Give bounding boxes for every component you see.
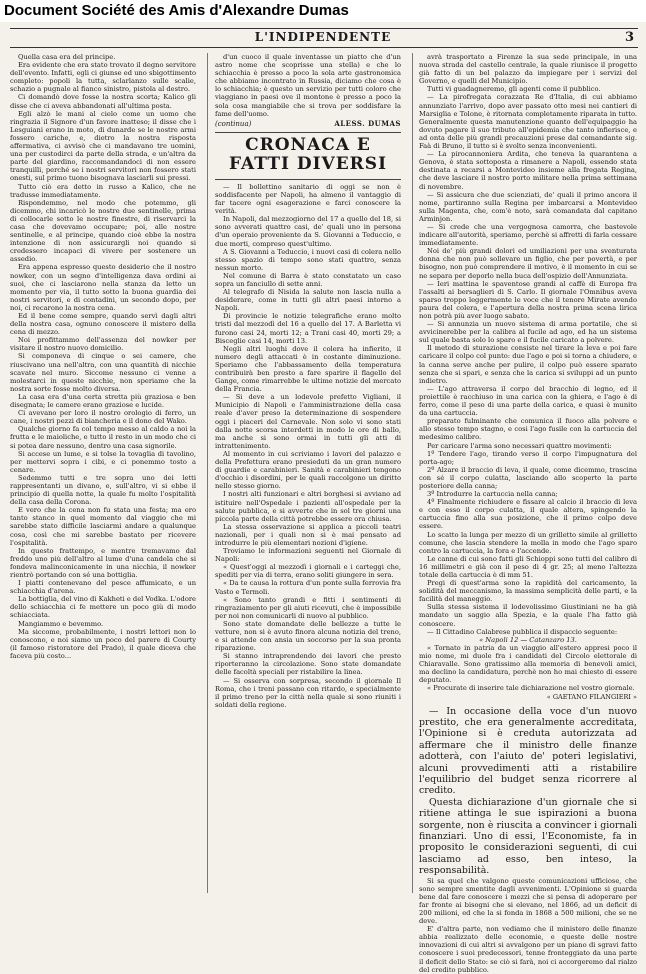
masthead bbox=[0, 30, 646, 46]
banner-text: Document Société des Amis d'Alexandre Dumas bbox=[4, 2, 349, 19]
column-3-news bbox=[419, 53, 637, 417]
source-banner bbox=[0, 0, 646, 22]
newspaper-title: L'INDIPENDENTE bbox=[254, 30, 392, 44]
finance-article bbox=[419, 706, 637, 877]
news-item: In Napoli, dal mezzogiorno del 17 a quello del 18, si sono avverati quattro casi, de' quali uno in persona d'un operaio proveniente da S. Giovanni a Teduccio, e due morti, compreso quest'ultimo. bbox=[215, 215, 401, 248]
column-1 bbox=[10, 53, 196, 893]
section-rule-2 bbox=[215, 179, 401, 180]
paragraph: Era appena espresso questo desiderio che il nostro nowker, con un segno d'intelligenza dava ordini ai suoi, che ci lasciarono nella stanza da letto un momento per via, il tutto sotto la buona guardia dei nostri servitori, e di contadini, un secondo dopo, per noi, ci recarono la nostra cena. bbox=[10, 263, 196, 312]
paragraph: Qualche giorno fa col tempo messo al caldo a noi la frutta e le maioliche, e tutto il resto in un modo che ci si potea dare nessuno, dentro una casa signorile. bbox=[10, 425, 196, 450]
news-item: avrà trasportato a Firenze la sua sede principale, in una nuova strada del castello centrale, la quale riunisce il progetto già fatto di un bel palazzo da impiegare per i servizi del Governo, e quelli del Municipio. bbox=[419, 53, 637, 86]
paragraph: — In occasione della voce d'un nuovo prestito, che era generalmente accreditata, l'Opinione si è creduta autorizzata ad affermare che il ministro delle finanze adotterà, con l'aiuto de' poteri legislativi, alcuni provvedimenti atti a ristabilire l'equilibrio del budget senza ricorrere al credito. bbox=[419, 705, 637, 797]
paragraph: Noi profittammo dell'assenza del nowker per visitare il nostro nuovo domicilio. bbox=[10, 336, 196, 353]
paragraph: La casa era d'una certa stretta più graziosa e ben disegnata; le camere erano graziose e lucide. bbox=[10, 392, 196, 410]
paragraph: Era evidente che era stato trovato il degno servitore dell'evento. Infatti, egli ci giunse ed uno sbigottimento completo: popoli la tutta, sclarlanzo sulle scalie, schazio a pugnale al fianco sinistro, pistola al destro. bbox=[10, 61, 196, 94]
continua-label: (continua) bbox=[215, 119, 252, 128]
paragraph: Ci avevano per loro il nostro orologio di ferro, un cane, i nostri pezzi di biancheria e il dono del Wako. bbox=[10, 409, 196, 426]
news-item: Di provincie le notizie telegrafiche erano molto tristi dal mezzodì del 16 a quello del 17. A Barletta vi furono casi 24, morti 12; a Trani casi 40, morti 29; a Bisceglie casi 14, morti 13. bbox=[215, 312, 401, 345]
dispatch-dateline: « Napoli 12 — Catanzaro 13. bbox=[479, 635, 577, 644]
news-item: « Sono tanto grandi e fitti i sentimenti di ringraziamento per gli aiuti ricevuti, che è impossibile per noi non comunicarli di nuovo al pubblico. bbox=[215, 595, 401, 620]
news-item: — L'ago attraversa il corpo del bracchio di legno, ed il proiettile è racchiuso in una carica con la ghiera, e l'ago è di ferro, come il peso di una parte della carica, e quasi è munito da una cartuccia. bbox=[419, 384, 637, 418]
paragraph: Si accese un lume, e si tolse la tovaglia di tavolino, per mettervi sopra i cibi, e ci ponemmo tosto a cenare. bbox=[10, 449, 196, 474]
news-item: La stessa osservazione si applica a piccoli teatri nazionali, per i quali non si è mai pensato ad introdurre le più elementari nozioni d'igiene. bbox=[215, 522, 401, 547]
column-3 bbox=[419, 53, 637, 974]
news-item: A S. Giovanni a Teduccio, i nuovi casi di colera nello stesso spazio di tempo sono stati quattro, senza nessun morto. bbox=[215, 247, 401, 272]
section-rule bbox=[215, 132, 401, 133]
paragraph: « Procurate di inserire tale dichiarazione nel vostro giornale. bbox=[427, 684, 635, 693]
news-item: — Si crede che una vergognosa camorra, che bastevole indicare all'autorità, speriamo, perchè si affretti di farla cessare immediatamente. bbox=[419, 222, 637, 248]
news-item: — Ieri mattina le spaventose grandi al caffè di Europa fra l'assalti ai bersaglieri di S. Carlo. Il giornale l'Omnibus aveva sparso troppo leggermente le voce che il tenore Mirate avendo paura del colera, e l'apertura della nostra prima scena lirica non potrà più aver luogo sabato. bbox=[419, 279, 637, 320]
news-item: Al telegrafo di Nisida la salute non lascia nulla a desiderare, come in tutti gli altri paesi intorno a Napoli. bbox=[215, 288, 401, 313]
page-number: 3 bbox=[624, 30, 634, 45]
paragraph: — Il Cittadino Calabrese pubblica il dispaccio seguente: bbox=[427, 627, 618, 636]
paragraph: Rispondemmo, nel modo che potemmo, gli dicemmo, chi incaricò le nostre due sentinelle, prima di collocarle sotto le nostre finestre, di riservarci la casa che dovevamo occupare; poi, alle nostre sentinelle, e al principe, quando cioè ebbe la nostra intenzione di non assicurargli noi quando si credessero incapaci di vivere per sostenere un assedio. bbox=[10, 198, 196, 264]
paragraph: Egli alzò le mani al cielo come un uomo che ringrazia il Signore d'un favore inatteso; il disse che i Lesguiani erano in moto, di dunarde se le nostre armi fossero cariche, e, dietro la nostra risposta affermativa, ci avvisò che ci mandavano tre uomini, una per custodirci da parte della strada, e un'altra da parte del giardino, raccomandandoci di non essere tranquilli, perché se i nostri servitori non fossero stati onesti, sul primo tuono bisognava lasciarli sui pressi. bbox=[10, 109, 196, 183]
news-item: « Quest'oggi al mezzodì i giornali e i carteggi che, spediti per via di terra, erano soliti giungere in sera. bbox=[215, 563, 401, 580]
paragraph: Ed il bene come sempre, quando servì dagli altri della nostra casa, ognuno conoscere il mistero della cena di mezzo. bbox=[10, 312, 196, 337]
news-item: Tutti vi guadagneremo, gli agenti come il pubblico. bbox=[427, 85, 601, 94]
news-item: — Si osserva con sorpresa, secondo il giornale Il Roma, che i treni passano con ritardo, e specialmente il primo treno per la città nella quale si sono riuniti i soldati della regione. bbox=[215, 676, 401, 709]
news-item: — La pirocannoniera Ardita, che teneva la quarantena a Genova, è stata sottoposta a rimanere a Napoli, essendo stata destinata a recarsi a Montevideo insieme alla fregata Regina, che deve lasciare il nostro porto militare nella prima settimana di novembre. bbox=[419, 150, 637, 191]
news-item: Il metodo di sturazione consiste nel tirare la leva e poi fare caricare il colpo col punto: due l'ago e poi si torna a chiudere, e la canna serve anche per pulire, il colpo può essere sparato senza che si spari, e senza che la carica si sviluppi ad un punto indietro. bbox=[419, 344, 637, 385]
paragraph: Pregi di quest'arma sono la rapidità del caricamento, la solidità del meccanismo, la massima semplicità delle parti, e la facilità del maneggio. bbox=[419, 579, 637, 604]
news-item: — La pirofregata corazzata Re d'Italia, di cui abbiamo annunziato l'arrivo, dopo aver passato otto mesi nei cantieri di Marsiglia e Tolone, è ritornata completamente riparata in tutto. Generalmente questa manutenzione quanto dell'equipaggio ha dovuto pagare il suo tributo all'epidemia che tanto infierisce, e ad onta delle più grandi precauzioni prese dal comandante sig. Faà di Bruno, il tutto si è svolto senza inconvenienti. bbox=[419, 93, 637, 151]
feuilleton-end bbox=[215, 53, 401, 118]
paragraph: Questa dichiarazione d'un giornale che si ritiene attinga le sue ispirazioni a buona sorgente, non è riuscita a convincer i giornali finanziari. Uno di essi, l'Economiste, fa in proposito le considerazioni seguenti, di cui lasciamo ad esso, ben inteso, la responsabilità. bbox=[419, 796, 637, 877]
paragraph: I piatti contenevano del pesce affumicato, e un schiacchia d'arena. bbox=[10, 579, 196, 596]
paragraph: La bottiglia, del vino di Kakheti e del Vodka. L'odore dello schiacchia ci fe mettere un poco giù di modo schiacciata. bbox=[10, 595, 197, 620]
paragraph: E' d'altra parte, non vediamo che il ministero delle finanze abbia realizzato delle economie, e queste delle nostre innovazioni di cui altri si avvalgono per un piano di sgravi fatto conoscere i suoi predecessori, tenne fronteggiato da una parte il deficit dello Stato: se ciò si farà, noi ci accorgeremo dal rialzo del credito pubblico. bbox=[419, 925, 637, 974]
paragraph: Sulla stessa sistema il lodevolissimo Giustiniani ne ha già mandato un saggio alla Spezia, e la quale l'ha fatto già conoscere. bbox=[419, 603, 637, 628]
feuilleton-signature bbox=[215, 120, 401, 128]
paragraph: Per caricare l'arma sono necessari quattro movimenti: bbox=[427, 441, 612, 450]
paragraph: Mangiammo e bevemmo. bbox=[18, 619, 104, 628]
paragraph: d'un cuoco il quale inventasse un piatto che d'un astro nome che scoprisse una stella) e che lo schiacchia è presso a poco la sola arte gastronomica che abbiamo incontrato in Russia, diciamo che cosa è lo schiacchia; è questo un servizio per tutti coloro che viaggiano in paesi ove il montone è presso a poco la sola cosa mangiabile che si trova per soddisfare la fame dell'uomo. bbox=[215, 53, 401, 118]
paragraph: 4º Finalmente richiudere e fissare al calcio il braccio di leva e con esso il corpo culatta, il quale altera, spingendo la cartuccia fino alla sua posizione, che il primo colpo deve essere. bbox=[419, 498, 637, 531]
news-item: « Da te causa la rottura d'un ponte sulla ferrovia fra Vasto e Termoli. bbox=[215, 579, 401, 596]
news-item: — Il bollettino sanitario di oggi se non è soddisfacente per Napoli, ha almeno il vantaggio di far tacere ogni esagerazione e farci conoscere la verità. bbox=[215, 182, 401, 216]
news-item: Troviamo le informazioni seguenti nel Giornale di Napoli: bbox=[215, 547, 401, 564]
news-item: I nostri alti funzionari e altri borghesi si avviano ad istituire nell'Ospedale i pazienti all'ospedale per la salute pubblica, e si avverte che in sol tre giorni una piccola parte della città potrebbe essere ora chiusa. bbox=[215, 490, 401, 523]
news-item: Al momento in cui scriviamo i lavori del palazzo e della Prefettura erano presieduti da un gran numero di guardie e carabinieri. Sanità e carabinieri tengono d'occhio i disordini, per le quali raccolgono un diritto nello stesso giorno. bbox=[215, 449, 401, 491]
header-rule-bottom bbox=[10, 47, 638, 48]
paragraph: Ci domandò dove fosse la nostra scorta; Kalico gli disse che ci aveva abbandonati all'ultima posta. bbox=[10, 93, 196, 110]
paragraph: Si componeva di cinque o sei camere, che riuscivano una nell'altra, con una quantità di nicchie scavate nel muro. Siccome nessuno ci venne a molestarci in queste nicchie, non speriamo che la nostra sorte fosse molto diversa. bbox=[10, 352, 196, 393]
column-separator bbox=[412, 53, 413, 893]
paragraph: Sedemmo tutti e tre sopra uno dei letti rappresentanti un divano, e, sull'altro, vi si ebbe il principio di quella notte, la quale fu molto l'ospitalità della casa della Corona. bbox=[10, 473, 196, 507]
paragraph: 2º Alzare il braccio di leva, il quale, come dicemmo, trascina con sé il corpo culatta, lasciando allo scoperto la parte posteriore della canna; bbox=[419, 465, 637, 490]
news-item: Noi de' più grandi dolori ed umiliazioni per una sventurata donna che non può sollevare un figlio, che per povertà, e per bisogno, non può comprendere il motivo, è il momento in cui se ne separa per deporlo nella buca dell'ospizio dell'Annunziata. bbox=[419, 247, 637, 280]
news-item: — Si assicura che due scienziati, de' quali il primo ancora il nome, partiranno sulla Regina per imbarcarsi a Montevideo sulla Magenta, che, com'è noto, sarà comandata dal capitano Arminjon. bbox=[419, 190, 637, 223]
paragraph: Ma siccome, probabilmente, i nostri lettori non lo conoscono, e noi siamo un poco del parere di Courty (il famoso ristoratore del Prado), il quale diceva che faceva più costo... bbox=[10, 627, 196, 660]
paragraph: Quella casa era del principe. bbox=[18, 53, 116, 61]
paragraph: Le canne di cui sono fatti gli Schioppi sono tutti del calibro di 16 millimetri e già con il peso di 4 gr. 25; al meno l'altezza totale della cartuccia è di mm 51. bbox=[419, 554, 637, 579]
dispatch-text bbox=[419, 644, 637, 693]
news-item: Negli altri luoghi dove il colera ha infierito, il numero degli attaccati è in costante diminuzione. Speriamo che l'abbassamento della temperatura contribuirà ben presto a fare sparire il flagello del Gange, come rimarrebbe le ultime notizie del mercato della Francia. bbox=[215, 344, 401, 394]
news-item: — Si deve a un lodevole prefetto Vigliani, il Municipio di Napoli e l'amministrazione della casa reale d'aver preso la determinazione di sospendere oggi i piaceri del Carnevale. Non solo vi sono stati dalla notte scorsa interdetti in modo le ore di ballo, ma anche si sono ormai in tutti gli atti di intrattenimento. bbox=[215, 393, 401, 450]
section-title: CRONACA E FATTI DIVERSI bbox=[228, 134, 388, 174]
header-rule-top bbox=[10, 28, 638, 29]
paragraph: Lo scatto la lunga per mezzo di un grilletto simile al grilletto comune, che lascia stendere la molla in modo che l'ago sparo contro la cartuccia, la fora e l'accende. bbox=[419, 530, 637, 555]
paragraph: preparato fulminante che comunica il fuoco alla polvere e allo stesso tempo stagno, e cosi l'ago fusile con la cartuccia del medesimo calibro. bbox=[419, 417, 637, 442]
news-item: Sono state domandate delle bellezze a tutte le vetture, non si è avuto finora alcuna notizia del treno, e si attende con ansia un soccorso per la sua pronta riparazione. bbox=[215, 619, 401, 653]
column-2 bbox=[215, 53, 401, 893]
paragraph: E vero che la cena non fu stata una festa; ma ero tanto stanco in quel momento dal viaggio che mi sarebbe stato difficile lasciarmi andare a qualunque cosa, così che mi sarebbe bastato per ricevere l'ospitalità. bbox=[10, 506, 196, 547]
news-item: — Si annunzia un nuovo sistema di arma portatile, che si avvicinerebbe per la calibra al fucile ad ago, ed ha un sistema sul quale basta solo lo sparo e il fucile caricato a polvere. bbox=[419, 320, 637, 345]
paragraph: In questo frattempo, e mentre tremavamo dal freddo uno più dell'altro al lume d'una candela che si fondeva malinconicamente in una nicchia, il nowker rientrò portando con sé una bottiglia. bbox=[10, 546, 196, 579]
paragraph: 1º Tendere l'ago, tirando verso il corpo l'impugnatura del porta-ago; bbox=[419, 449, 637, 466]
dispatch-signature: « GAETANO FILANGIERI » bbox=[546, 693, 637, 702]
column-3-continued bbox=[419, 417, 637, 636]
paragraph: Tutto ciò era detto in russo a Kalico, che ne tradusse immediatamente. bbox=[10, 182, 196, 199]
column-separator bbox=[207, 53, 208, 893]
paragraph: 3º Introdurre la cartuccia nella canna; bbox=[427, 490, 558, 499]
news-item: Nel comune di Barra è stato constatato un caso sopra un fanciullo di sette anni. bbox=[215, 271, 401, 288]
cronaca-body bbox=[215, 183, 401, 709]
paragraph: « Tornato in patria da un viaggio all'estero appresi poco il mio nome, mi duole fra i candidati del Circolo elettorale di Chiaravalle. Sono gratissimo alla memoria di benevoli amici, ma declino la candidatura, perchè non ho mai chiesto di essere deputato. bbox=[419, 643, 637, 685]
paragraph: Si sa quel che valgono queste comunicazioni ufficiose, che sono sempre smentite dagli avvenimenti. L'Opinione si guarda bene dal fare conoscere i mezzi che si pensa di adoperare per far fronte ai bisogni che si elevano, nel 1866, ad un deficit di 200 milioni, ed che la si fonda in 1868 a 500 milioni, che se ne deve. bbox=[419, 876, 637, 926]
news-item: Si stanno intraprendendo dei lavori che presto riporteranno la circolazione. Sono state domandate delle facoltà speciali per ristabilire la linea. bbox=[215, 652, 401, 677]
finance-article-continued bbox=[419, 877, 637, 974]
feuilleton-author: ALESS. DUMAS bbox=[334, 118, 401, 128]
